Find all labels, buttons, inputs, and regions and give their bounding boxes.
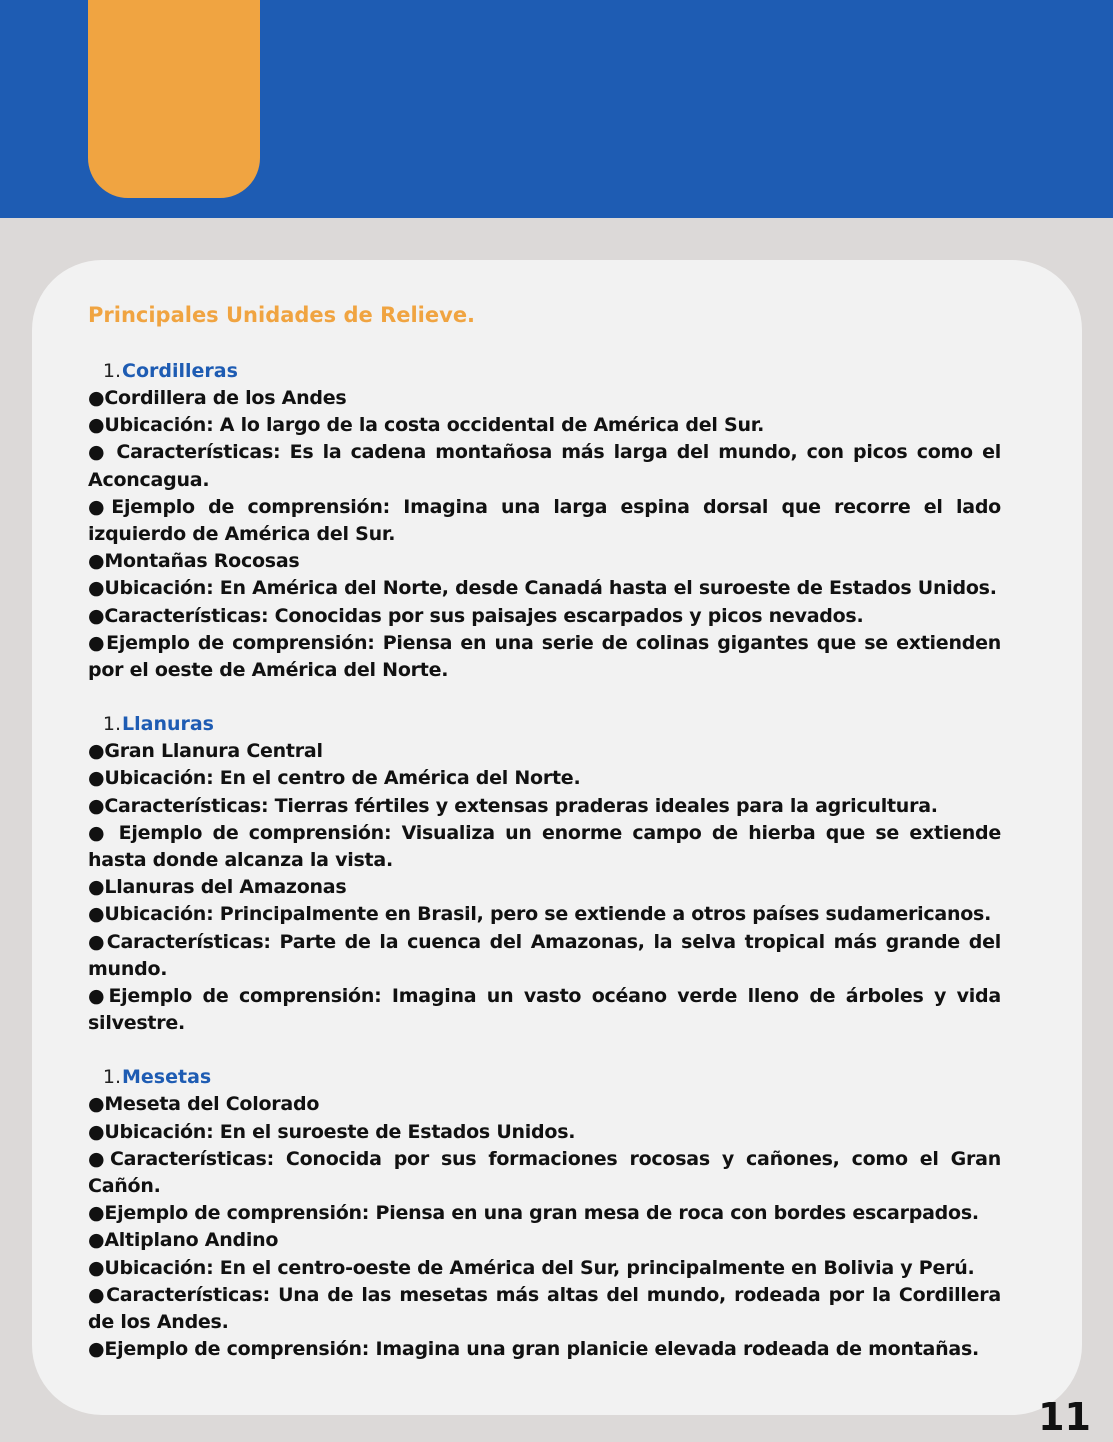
list-item: [88, 765, 1001, 792]
list-item: [88, 820, 1008, 874]
page-title: Principales Unidades de Relieve.: [88, 303, 476, 327]
list-item-text: Ubicación: A lo largo de la costa occidental de América del Sur.: [104, 414, 765, 437]
list-item: [88, 385, 1001, 412]
section-mesetas: [88, 1064, 1008, 1363]
list-item-text: Ejemplo de comprensión: Piensa en una gran mesa de roca con bordes escarpados.: [104, 1202, 979, 1225]
bullet-icon: ●: [88, 1229, 105, 1252]
list-item-text: Características: Conocida por sus formaciones rocosas y cañones, como el Gran Cañón.: [88, 1147, 1008, 1198]
section-heading: [88, 1064, 1001, 1091]
list-item: [88, 1282, 1008, 1336]
section-name: Mesetas: [122, 1066, 212, 1089]
list-item-text: Llanuras del Amazonas: [104, 876, 347, 899]
bullet-icon: ●: [88, 1202, 105, 1225]
list-item-text: Ubicación: En el centro de América del Norte.: [104, 767, 581, 790]
bullet-icon: ●: [88, 604, 105, 627]
bullet-icon: ●: [88, 495, 112, 518]
list-item-text: Altiplano Andino: [104, 1229, 279, 1252]
bullet-icon: ●: [88, 1256, 105, 1279]
list-item: [88, 793, 1001, 820]
list-item: [88, 575, 1001, 602]
section-number: 1.: [102, 360, 121, 382]
bullet-icon: ●: [88, 414, 105, 437]
list-item-text: Meseta del Colorado: [104, 1093, 320, 1116]
bullet-icon: ●: [88, 740, 105, 763]
list-item: [88, 630, 1008, 684]
bullet-icon: ●: [88, 1147, 110, 1170]
list-item: [88, 439, 1008, 493]
list-item: [88, 1255, 1001, 1282]
list-item: [88, 1200, 1001, 1227]
list-item-text: Características: Es la cadena montañosa más larga del mundo, con picos como el Aconcagua.: [88, 441, 1008, 491]
bullet-icon: ●: [88, 930, 107, 953]
orange-tab-decoration: [88, 0, 260, 198]
bullet-icon: ●: [88, 387, 105, 409]
bullet-icon: ●: [88, 1338, 105, 1361]
list-item-text: Ubicación: En el centro-oeste de América del Sur, principalmente en Bolivia y Perú.: [104, 1256, 975, 1279]
list-item: [88, 901, 1001, 928]
list-item: [88, 1227, 1001, 1254]
section-number: 1.: [102, 1066, 121, 1089]
list-item-text: Características: Parte de la cuenca del Amazonas, la selva tropical más grande del mundo.: [88, 930, 1008, 980]
list-item: [88, 603, 1001, 630]
bullet-icon: ●: [88, 876, 105, 899]
section-heading: [88, 358, 1001, 385]
sections-container: [88, 358, 1008, 1364]
list-item-text: Ejemplo de comprensión: Imagina un vasto océano verde lleno de árboles y vida silvestre.: [88, 985, 1008, 1035]
list-item-text: Gran Llanura Central: [104, 740, 323, 763]
list-item-text: Ejemplo de comprensión: Imagina una gran planicie elevada rodeada de montañas.: [104, 1338, 980, 1361]
list-item: [88, 1119, 1001, 1146]
section-heading: [88, 711, 1001, 738]
list-item-text: Ejemplo de comprensión: Piensa en una serie de colinas gigantes que se extienden por el oeste de América del Norte.: [88, 631, 1008, 682]
list-item: [88, 1146, 1008, 1200]
bullet-icon: ●: [88, 794, 105, 817]
list-item: [88, 738, 1001, 765]
bullet-icon: ●: [88, 441, 108, 464]
page-number: 11: [1038, 1395, 1091, 1439]
bullet-icon: ●: [88, 1283, 107, 1306]
list-item-text: Ejemplo de comprensión: Visualiza un enorme campo de hierba que se extiende hasta donde alcanza la vista.: [88, 821, 1008, 872]
list-item: [88, 929, 1008, 983]
list-item-text: Características: Tierras fértiles y extensas praderas ideales para la agricultura.: [104, 794, 938, 817]
section-llanuras: [88, 711, 1008, 1037]
bullet-icon: ●: [88, 550, 105, 573]
list-item-text: Ejemplo de comprensión: Imagina una larga espina dorsal que recorre el lado izquierdo de América del Sur.: [88, 495, 1008, 546]
bullet-icon: ●: [88, 577, 105, 600]
bullet-icon: ●: [88, 1093, 105, 1116]
list-item: [88, 1091, 1001, 1118]
bullet-icon: ●: [88, 985, 109, 1008]
content-area: [88, 300, 1008, 1391]
list-item: [88, 412, 1001, 439]
list-item-text: Características: Conocidas por sus paisajes escarpados y picos nevados.: [104, 604, 864, 627]
section-name: Llanuras: [122, 713, 214, 736]
bullet-icon: ●: [88, 767, 105, 790]
list-item-text: Características: Una de las mesetas más altas del mundo, rodeada por la Cordillera de los Andes.: [88, 1283, 1008, 1334]
list-item: [88, 874, 1001, 901]
list-item-text: Montañas Rocosas: [104, 550, 300, 573]
section-cordilleras: [88, 358, 1008, 684]
list-item: [88, 983, 1008, 1037]
list-item-text: Ubicación: Principalmente en Brasil, pero se extiende a otros países sudamericanos.: [104, 903, 992, 926]
list-item-text: Ubicación: En América del Norte, desde Canadá hasta el suroeste de Estados Unidos.: [104, 577, 997, 600]
bullet-icon: ●: [88, 903, 105, 926]
list-item: [88, 494, 1008, 548]
list-item-text: Ubicación: En el suroeste de Estados Unidos.: [104, 1120, 576, 1143]
section-number: 1.: [102, 713, 121, 736]
bullet-icon: ●: [88, 1120, 105, 1143]
list-item: [88, 548, 1001, 575]
section-name: Cordilleras: [122, 360, 238, 382]
list-item-text: Cordillera de los Andes: [104, 387, 347, 409]
bullet-icon: ●: [88, 631, 107, 654]
list-item: [88, 1336, 1001, 1363]
bullet-icon: ●: [88, 821, 109, 844]
